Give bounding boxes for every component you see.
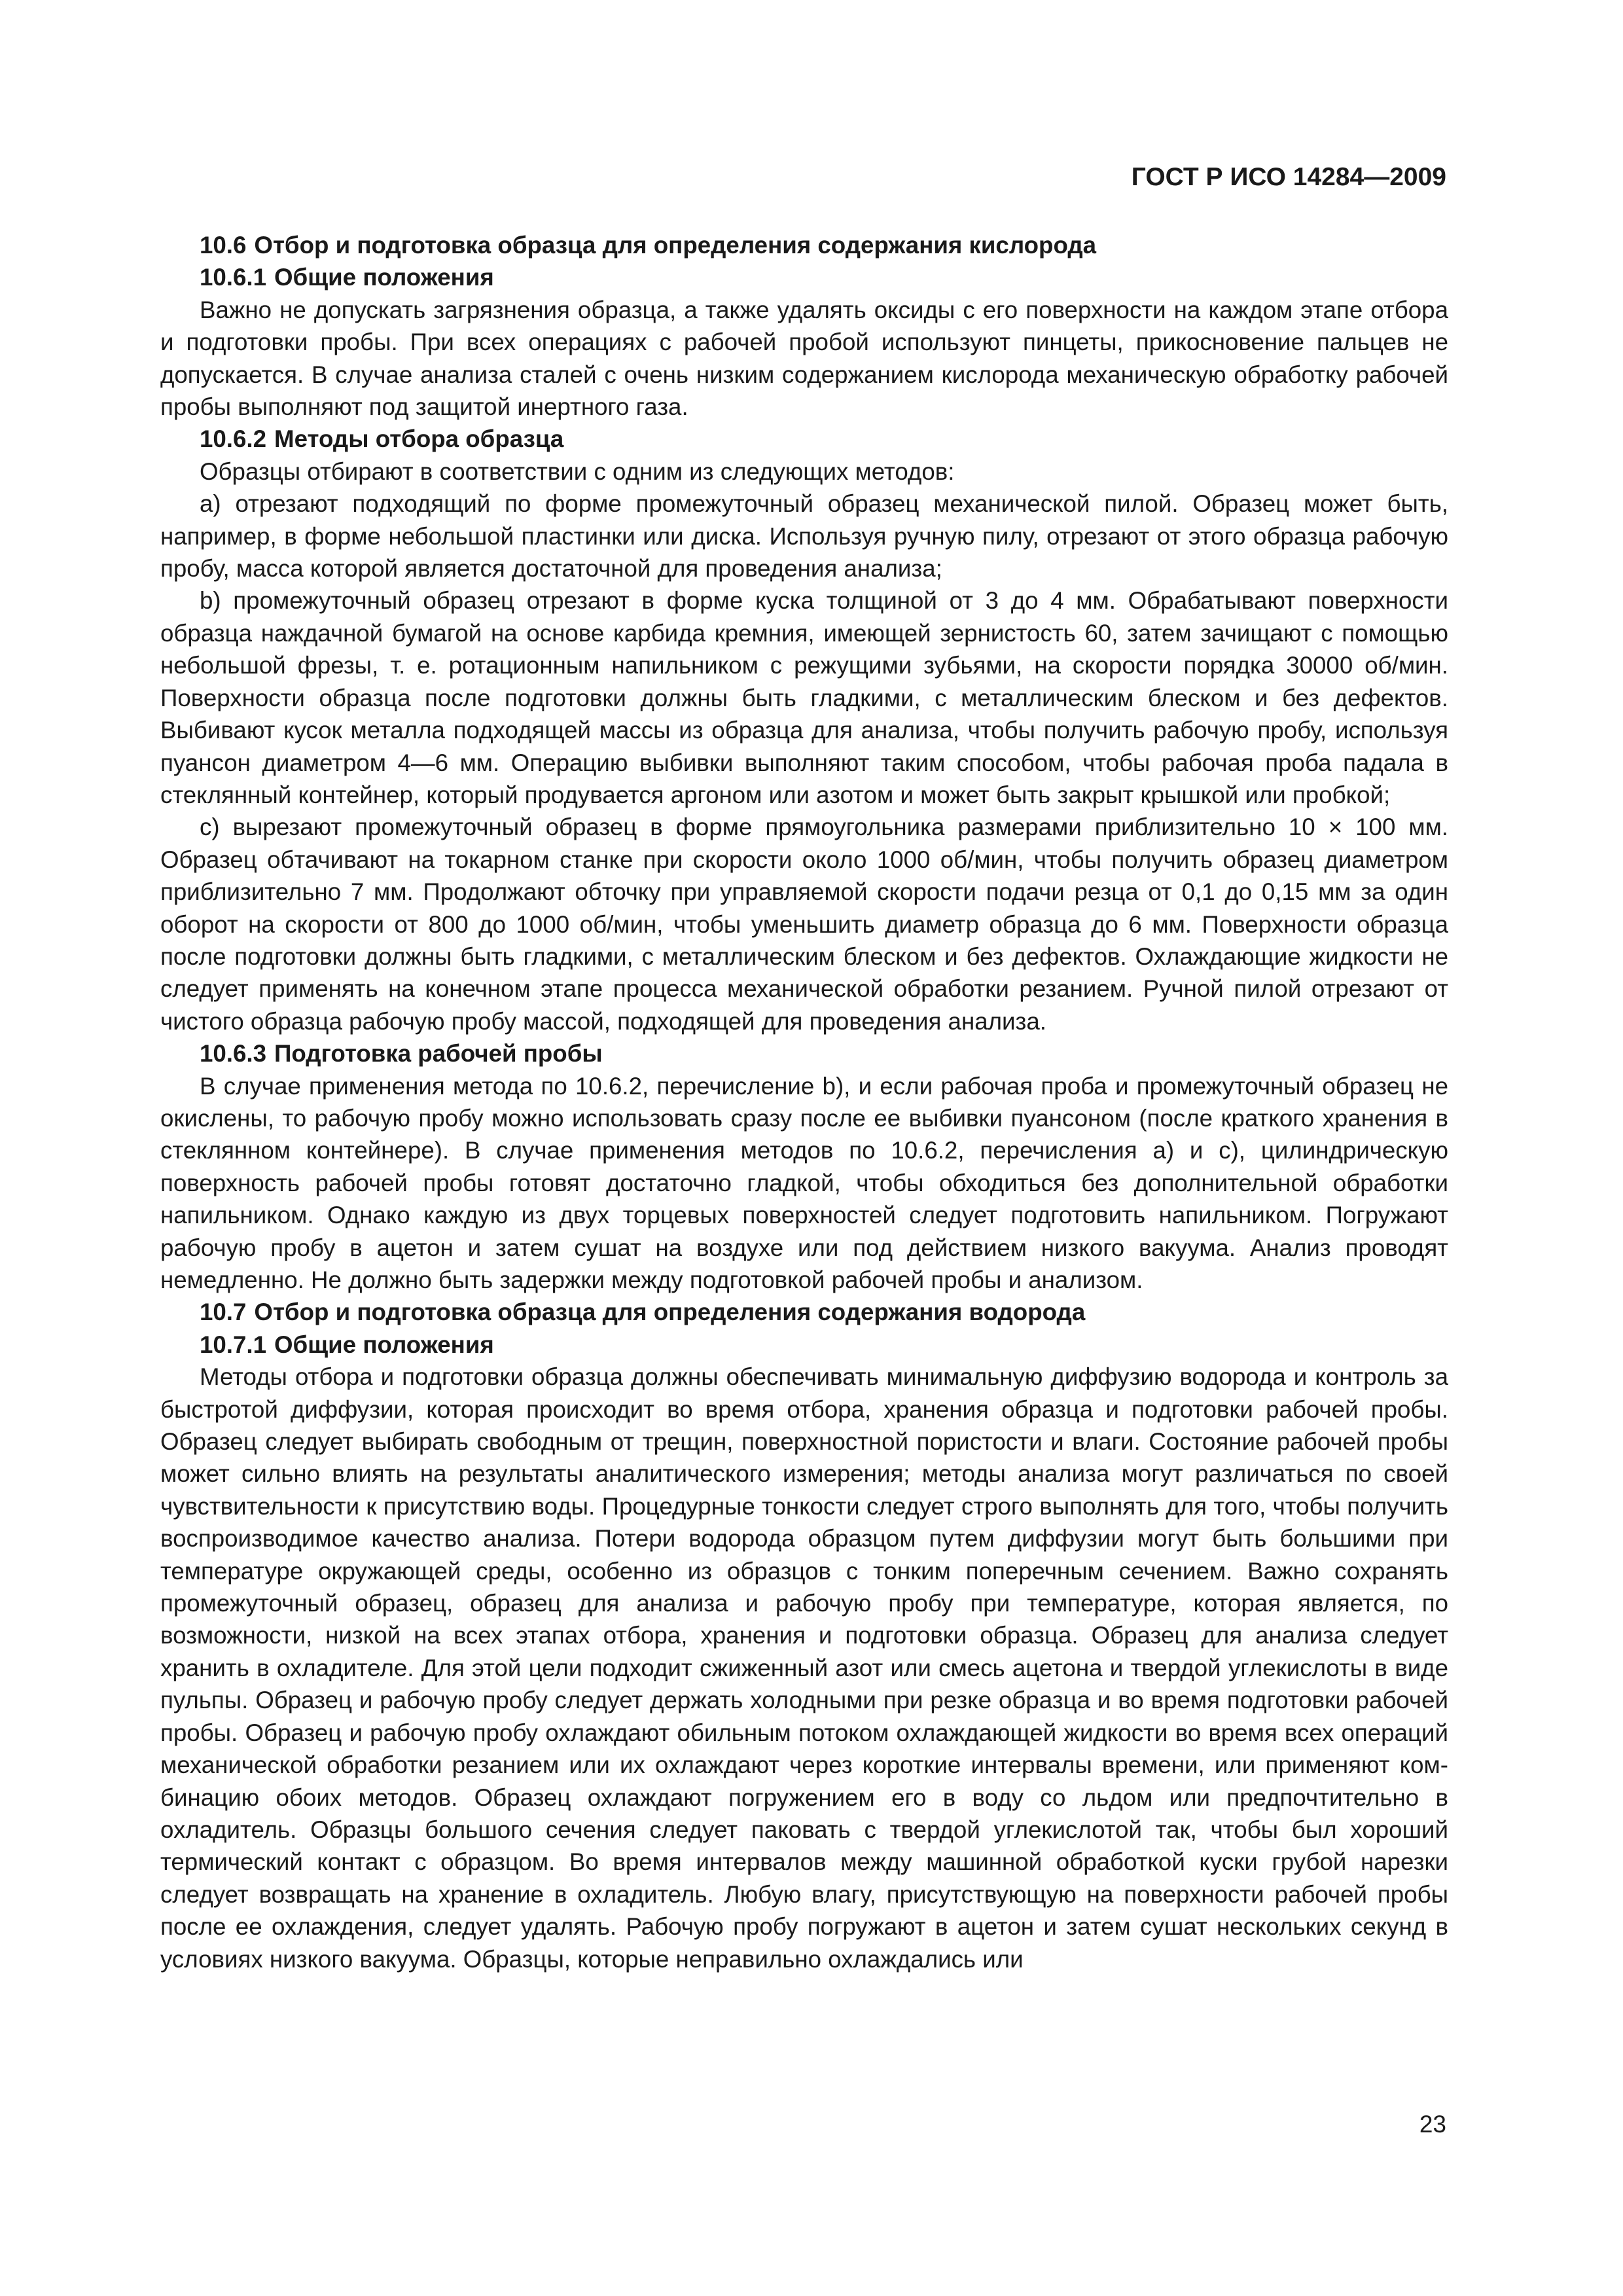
section-heading [160, 1329, 1448, 1361]
section-number: 10.7 [200, 1299, 247, 1326]
section-heading [160, 1037, 1448, 1069]
section-number: 10.6 [200, 232, 247, 259]
body-paragraph: с) вырезают промежуточный образец в форме прямоугольника размерами приблизительно 10 × 100 мм. Образец обтачивают на токарном станке при скорости около 1000 об/мин, чтобы получить образец диаметром приблизительно 7 мм. Продолжают обточку при управляемой скорости подачи резца от 0,1 до 0,15 мм за один оборот на скорости от 800 до 1000 об/мин, чтобы уменьшить диаметр образца до 6 мм. Поверхности образца после подготовки должны быть гладкими, с металлическим блеском и без дефектов. Охлаждающие жидкости не следует применять на конечном этапе процесса механической обработки резанием. Ручной пилой отрезают от чистого образца рабочую пробу массой, подходящей для проведения анализа. [160, 814, 1448, 1035]
section-title: Общие положения [274, 264, 494, 291]
body-paragraph: а) отрезают подходящий по форме промежуточный образец механической пилой. Образец может быть, например, в форме небольшой пластинки или диска. Используя ручную пилу, отрезают от этого образца рабочую пробу, масса которой является достаточной для проведения анализа; [160, 490, 1448, 583]
document-body [160, 229, 1448, 1975]
body-paragraph: b) промежуточный образец отрезают в форме куска толщиной от 3 до 4 мм. Обрабатывают поверхности образца наждачной бумагой на основе карбида кремния, имеющей зернистость 60, затем зачищают с помощью небольшой фрезы, т. е. ротационным напильником с режущими зубьями, на скорости порядка 30000 об/мин. Поверхности образца после подготовки должны быть гладкими, с металлическим блеском и без дефектов. Выбивают кусок металла подходящей массы из образца для анализа, чтобы получить рабочую пробу, используя пуансон диаметром 4—6 мм. Операцию выбивки выполняют таким способом, чтобы рабочая проба падала в стеклянный контейнер, который продувается аргоном или азотом и может быть закрыт крышкой или пробкой; [160, 587, 1448, 808]
section-number: 10.6.3 [200, 1040, 267, 1067]
section-title: Подготовка рабочей пробы [274, 1040, 603, 1067]
body-paragraph: В случае применения метода по 10.6.2, перечисление b), и если рабочая проба и промежуточный образец не окислены, то рабочую пробу можно использовать сразу после ее выбивки пуансоном (после краткого хранения в стеклянном контейнере). В случае применения методов по 10.6.2, перечисления а) и с), цилиндрическую поверхность рабочей пробы готовят достаточно гладкой, чтобы обходиться без дополнительной обработки напильником. Однако каждую из двух торцевых поверхностей следует подготовить напильником. Погружают рабочую пробу в ацетон и затем сушат на воздухе или под действием низкого вакуума. Анализ проводят немедленно. Не должно быть задержки между подготовкой рабочей пробы и анализом. [160, 1072, 1448, 1293]
section-title: Отбор и подготовка образца для определения содержания водорода [254, 1299, 1086, 1326]
section-number: 10.6.1 [200, 264, 267, 291]
body-paragraph: Методы отбора и подготовки образца должны обеспечивать минимальную диффузию водорода и контроль за быстротой диффузии, которая происходит во время отбора, хранения образца и подготовки рабочей пробы. Образец следует выбирать свободным от трещин, поверхностной пористости и влаги. Состояние рабочей пробы может сильно влиять на результаты аналитического измерения; методы анализа могут различаться по своей чувствительности к присутствию воды. Процедурные тонкости следует строго выполнять для того, чтобы получить воспроизводимое качество анализа. Потери водорода образцом путем диффузии могут быть большими при температуре окружающей среды, особенно из образцов с тонким поперечным сечением. Важно сохранять промежуточный образец, образец для анализа и рабочую пробу при температуре, которая является, по возможности, низкой на всех этапах отбора, хранения и подготовки образца. Образец для анализа следует хранить в охладителе. Для этой цели подходит сжиженный азот или смесь ацетона и твердой углекислоты в виде пульпы. Образец и рабочую пробу следует держать холодными при резке образца и во время подготовки рабочей пробы. Образец и рабочую пробу охлаждают обильным потоком охлаждающей жидкости во время всех операций механической обработки резанием или их охлаждают через короткие интервалы времени, или применяют комбинацию обоих методов. Образец охлаждают погружением его в воду со льдом или предпочтительно в охладитель. Образцы большого сечения следует паковать с твердой углекислотой так, чтобы был хороший термический контакт с образцом. Во время интервалов между машинной обработкой куски грубой нарезки следует возвращать на хранение в охладитель. Любую влагу, присутствующую на поверхности рабочей пробы после ее охлаждения, следует удалять. Рабочую пробу погружают в ацетон и затем сушат нескольких секунд в условиях низкого вакуума. Образцы, которые неправильно охлаждались или [160, 1363, 1448, 1973]
section-heading [160, 261, 1448, 293]
section-title: Общие положения [274, 1331, 494, 1358]
section-number: 10.6.2 [200, 425, 267, 453]
page-number: 23 [1419, 2111, 1446, 2138]
body-paragraph: Образцы отбирают в соответствии с одним из следующих методов: [200, 457, 955, 485]
section-number: 10.7.1 [200, 1331, 267, 1358]
section-title: Отбор и подготовка образца для определения содержания кислорода [254, 232, 1097, 259]
body-paragraph: Важно не допускать загрязнения образца, а также удалять оксиды с его поверхности на каждом этапе отбора и подготовки пробы. При всех операциях с рабочей пробой используют пинцеты, прикосновение пальцев не допускается. В случае анализа сталей с очень низким содержанием кислорода механическую обработку рабочей пробы выполняют под защитой инертного газа. [160, 296, 1448, 421]
section-heading [160, 423, 1448, 455]
section-heading [160, 229, 1448, 261]
document-standard-id: ГОСТ Р ИСО 14284—2009 [1131, 163, 1446, 191]
section-title: Методы отбора образца [274, 425, 564, 453]
section-heading [160, 1296, 1448, 1328]
